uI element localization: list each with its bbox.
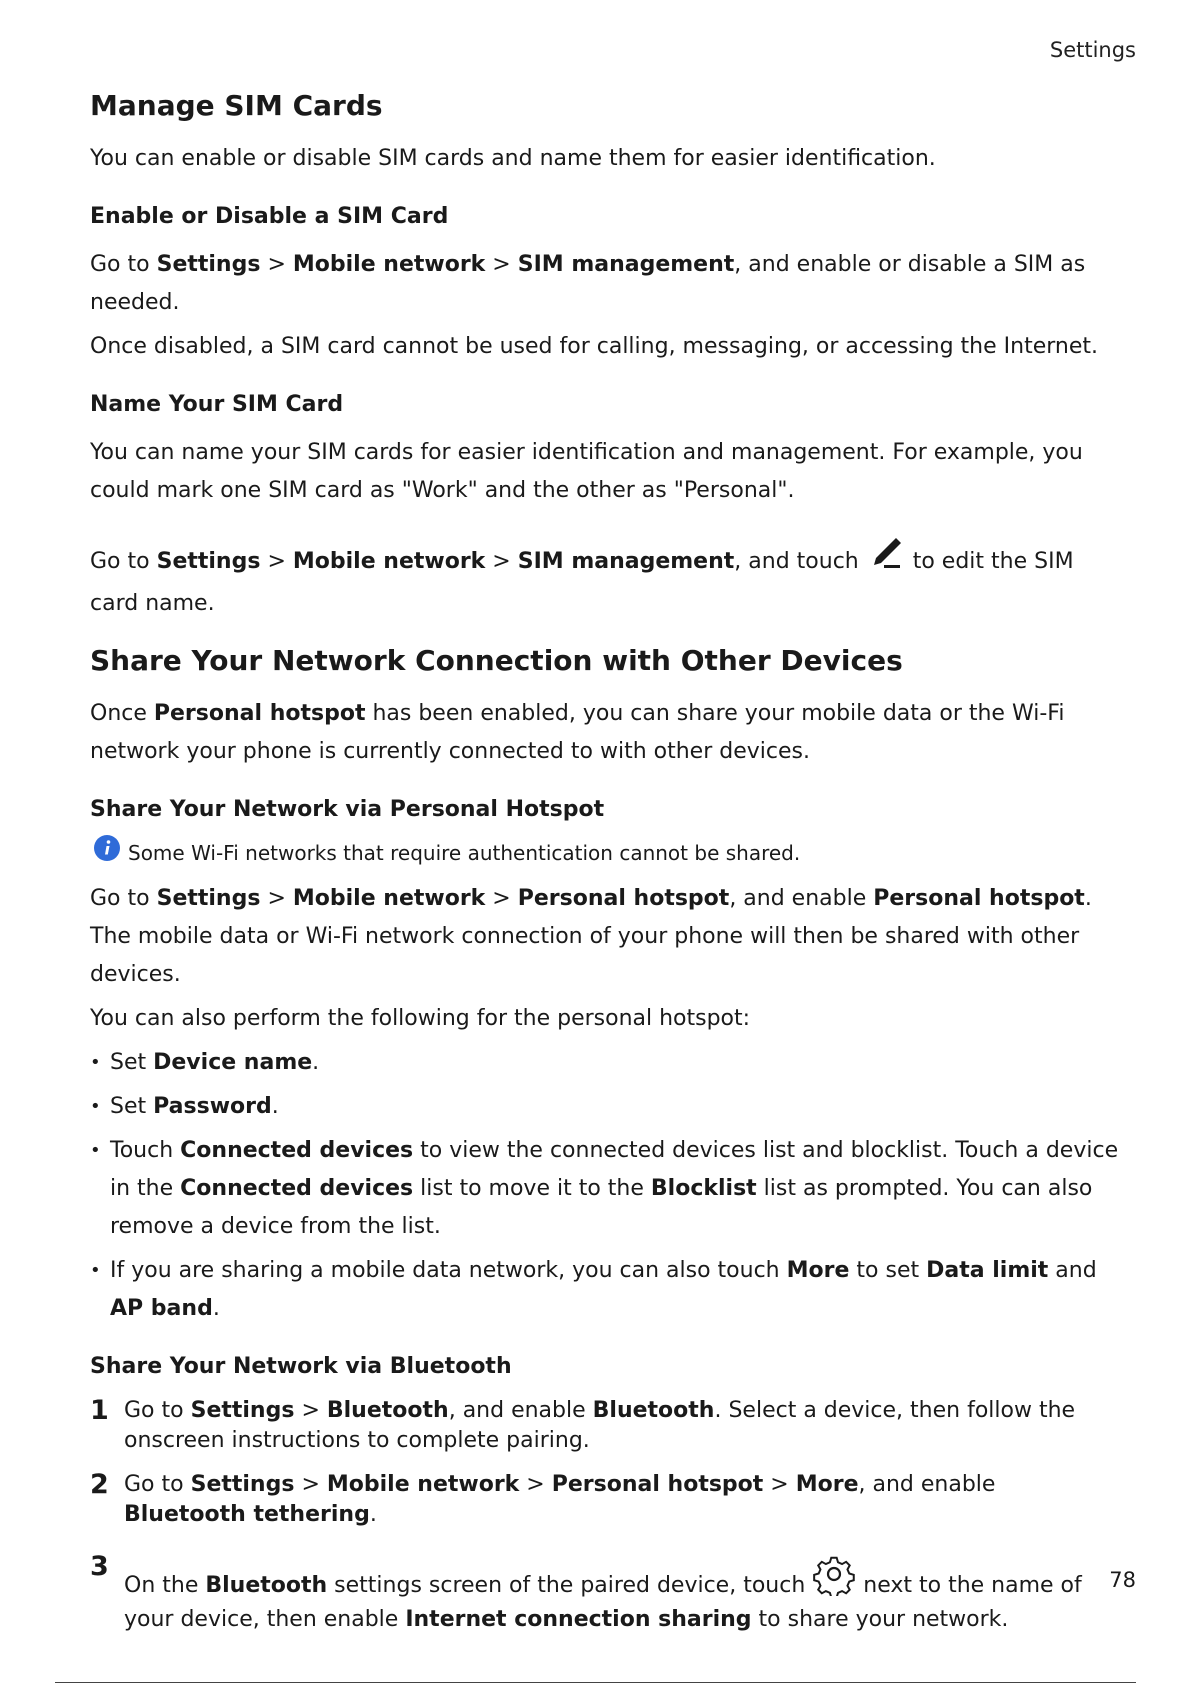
disabled-sim-note: Once disabled, a SIM card cannot be used for calling, messaging, or accessing the Internet. [90,334,1098,359]
enable-sim-instructions: Go to Settings > Mobile network > SIM management, and enable or disable a SIM as needed. [90,252,1086,315]
list-item: • Touch Connected devices to view the connected devices list and blocklist. Touch a device in the Connected devices list to move it to the Blocklist list as prompted. You can also remove a device from the list. [90,1138,1119,1239]
section-title-manage-sim: Manage SIM Cards [90,89,383,122]
manage-sim-intro: You can enable or disable SIM cards and name them for easier identification. [90,146,936,171]
name-sim-description: You can name your SIM cards for easier identification and management. For example, you could mark one SIM card as "Work" and the other as "Personal". [90,440,1083,503]
list-item: • If you are sharing a mobile data network, you can also touch More to set Data limit and AP band. [90,1258,1097,1321]
list-item: • Set Device name. [90,1050,320,1075]
subheading-bluetooth: Share Your Network via Bluetooth [90,1354,512,1379]
step-item: 3 On the Bluetooth settings screen of the paired device, touch next to the name of your device, then enable Internet connection sharing to share your network. [90,1551,1082,1632]
info-note-text: Some Wi-Fi networks that require authentication cannot be shared. [128,840,801,865]
subheading-enable-disable-sim: Enable or Disable a SIM Card [90,204,449,229]
section-title-share-network: Share Your Network Connection with Other Devices [90,644,903,677]
info-note [94,835,1120,870]
gear-icon [812,1552,856,1605]
hotspot-options-intro: You can also perform the following for the personal hotspot: [90,1006,751,1031]
footer-divider [55,1682,1136,1683]
share-network-intro: Once Personal hotspot has been enabled, you can share your mobile data or the Wi-Fi network your phone is currently connected to with other devices. [90,701,1065,764]
running-header: Settings [1049,38,1136,62]
bluetooth-steps-list [90,1396,1120,1635]
info-icon [94,835,120,870]
subheading-personal-hotspot: Share Your Network via Personal Hotspot [90,797,605,822]
page-content [90,86,1120,1649]
hotspot-instructions: Go to Settings > Mobile network > Personal hotspot, and enable Personal hotspot. The mobile data or Wi-Fi network connection of your phone will then be shared with other devices. [90,886,1092,987]
subheading-name-sim: Name Your SIM Card [90,392,344,417]
list-item: • Set Password. [90,1094,279,1119]
step-item: 1 Go to Settings > Bluetooth, and enable Bluetooth. Select a device, then follow the onscreen instructions to complete pairing. [90,1395,1076,1453]
page-number: 78 [1109,1568,1136,1592]
hotspot-options-list [90,1044,1120,1328]
step-item: 2 Go to Settings > Mobile network > Personal hotspot > More, and enable Bluetooth tethering. [90,1469,996,1527]
edit-pencil-icon [866,532,906,585]
name-sim-instructions: Go to Settings > Mobile network > SIM management, and touch to edit the SIM card name. [90,532,1120,623]
